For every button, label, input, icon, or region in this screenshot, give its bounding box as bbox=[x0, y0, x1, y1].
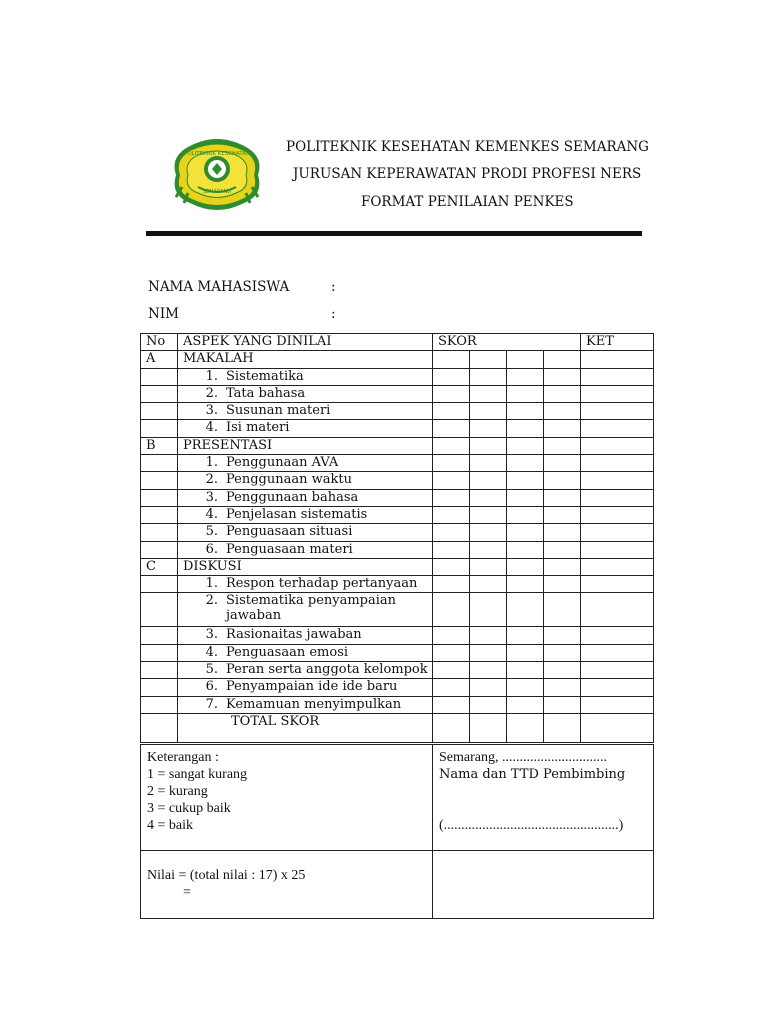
criterion-number: 7. bbox=[205, 696, 218, 712]
score-cell[interactable] bbox=[544, 368, 581, 385]
score-cell[interactable] bbox=[433, 541, 470, 558]
criterion-number: 2. bbox=[205, 472, 218, 488]
score-cell[interactable] bbox=[507, 385, 544, 402]
score-cell[interactable] bbox=[433, 576, 470, 593]
criterion-row bbox=[141, 696, 654, 713]
note-cell[interactable] bbox=[581, 437, 654, 454]
note-cell[interactable] bbox=[581, 385, 654, 402]
score-cell[interactable] bbox=[433, 558, 470, 575]
criterion-text: Penggunaan AVA bbox=[226, 455, 339, 471]
score-cell[interactable] bbox=[544, 541, 581, 558]
score-cell[interactable] bbox=[470, 696, 507, 713]
student-name-label: NAMA MAHASISWA bbox=[148, 279, 290, 295]
score-cell[interactable] bbox=[470, 368, 507, 385]
criterion-no-cell bbox=[141, 506, 178, 523]
criterion-number: 6. bbox=[205, 541, 218, 557]
section-title: MAKALAH bbox=[178, 351, 433, 368]
score-cell[interactable] bbox=[433, 506, 470, 523]
score-cell[interactable] bbox=[507, 506, 544, 523]
score-cell[interactable] bbox=[507, 455, 544, 472]
score-cell[interactable] bbox=[470, 506, 507, 523]
criterion-number: 1. bbox=[205, 455, 218, 471]
criterion-cell bbox=[178, 403, 433, 420]
score-cell[interactable] bbox=[507, 627, 544, 644]
criterion-number: 4. bbox=[205, 506, 218, 522]
score-cell[interactable] bbox=[507, 662, 544, 679]
criterion-text: Penjelasan sistematis bbox=[226, 506, 368, 522]
score-cell[interactable] bbox=[470, 644, 507, 661]
criterion-text: Respon terhadap pertanyaan bbox=[226, 576, 418, 592]
score-cell[interactable] bbox=[544, 696, 581, 713]
score-cell[interactable] bbox=[507, 576, 544, 593]
section-letter: A bbox=[141, 351, 178, 368]
assessment-table bbox=[140, 333, 654, 743]
score-cell[interactable] bbox=[470, 455, 507, 472]
criterion-row bbox=[141, 489, 654, 506]
criterion-cell bbox=[178, 662, 433, 679]
criterion-row bbox=[141, 506, 654, 523]
score-cell[interactable] bbox=[507, 524, 544, 541]
criterion-no-cell bbox=[141, 627, 178, 644]
note-cell[interactable] bbox=[581, 627, 654, 644]
score-cell[interactable] bbox=[507, 472, 544, 489]
score-cell[interactable] bbox=[544, 437, 581, 454]
signature-line: (..................................................) bbox=[439, 818, 624, 833]
note-cell[interactable] bbox=[581, 593, 654, 627]
note-cell[interactable] bbox=[581, 644, 654, 661]
criterion-cell bbox=[178, 420, 433, 437]
note-cell[interactable] bbox=[581, 506, 654, 523]
criterion-no-cell bbox=[141, 662, 178, 679]
note-cell[interactable] bbox=[581, 403, 654, 420]
score-cell[interactable] bbox=[470, 403, 507, 420]
score-cell[interactable] bbox=[544, 455, 581, 472]
criterion-text: Tata bahasa bbox=[226, 385, 306, 401]
note-cell[interactable] bbox=[581, 472, 654, 489]
score-cell[interactable] bbox=[544, 644, 581, 661]
criterion-cell bbox=[178, 368, 433, 385]
criterion-number: 5. bbox=[205, 524, 218, 540]
score-cell[interactable] bbox=[544, 558, 581, 575]
note-cell[interactable] bbox=[581, 368, 654, 385]
score-cell[interactable] bbox=[433, 679, 470, 696]
formula-cell bbox=[141, 851, 433, 919]
footer-table bbox=[140, 744, 654, 919]
score-cell[interactable] bbox=[433, 713, 470, 742]
score-cell[interactable] bbox=[544, 472, 581, 489]
criterion-cell bbox=[178, 541, 433, 558]
total-label: TOTAL SKOR bbox=[231, 713, 320, 729]
score-cell[interactable] bbox=[544, 627, 581, 644]
score-cell[interactable] bbox=[507, 679, 544, 696]
score-cell[interactable] bbox=[470, 576, 507, 593]
criterion-text: Susunan materi bbox=[226, 403, 331, 419]
logo-text-top: POLITEKNIK KESEHATAN bbox=[183, 151, 251, 157]
score-cell[interactable] bbox=[544, 713, 581, 742]
criterion-row bbox=[141, 472, 654, 489]
score-cell[interactable] bbox=[470, 679, 507, 696]
section-row bbox=[141, 437, 654, 454]
score-cell[interactable] bbox=[433, 593, 470, 627]
criterion-number: 4. bbox=[205, 420, 218, 436]
score-cell[interactable] bbox=[507, 368, 544, 385]
criterion-no-cell bbox=[141, 420, 178, 437]
criterion-number: 3. bbox=[205, 403, 218, 419]
header-divider bbox=[146, 231, 642, 236]
score-cell[interactable] bbox=[470, 713, 507, 742]
criterion-cell bbox=[178, 506, 433, 523]
score-cell[interactable] bbox=[544, 576, 581, 593]
criterion-cell bbox=[178, 679, 433, 696]
header-aspect: ASPEK YANG DINILAI bbox=[178, 334, 433, 351]
score-cell[interactable] bbox=[544, 420, 581, 437]
criterion-row bbox=[141, 455, 654, 472]
score-cell[interactable] bbox=[433, 368, 470, 385]
criterion-number: 2. bbox=[205, 593, 218, 609]
criterion-text: Sistematika bbox=[226, 368, 304, 384]
criterion-text: Penguasaan emosi bbox=[226, 644, 349, 660]
score-cell[interactable] bbox=[433, 489, 470, 506]
score-cell[interactable] bbox=[433, 662, 470, 679]
score-cell[interactable] bbox=[544, 489, 581, 506]
score-cell[interactable] bbox=[470, 541, 507, 558]
note-cell[interactable] bbox=[581, 351, 654, 368]
criterion-no-cell bbox=[141, 385, 178, 402]
criterion-no-cell bbox=[141, 679, 178, 696]
criterion-cell bbox=[178, 455, 433, 472]
criterion-row bbox=[141, 368, 654, 385]
score-cell[interactable] bbox=[433, 455, 470, 472]
criterion-cell bbox=[178, 593, 433, 627]
form-title: FORMAT PENILAIAN PENKES bbox=[361, 194, 574, 210]
signature-cell bbox=[433, 745, 654, 851]
criterion-text: Isi materi bbox=[226, 420, 290, 436]
note-cell[interactable] bbox=[581, 558, 654, 575]
table-header-row bbox=[141, 334, 654, 351]
score-cell[interactable] bbox=[544, 662, 581, 679]
note-cell[interactable] bbox=[581, 541, 654, 558]
criterion-no-cell bbox=[141, 472, 178, 489]
institution-title: POLITEKNIK KESEHATAN KEMENKES SEMARANG bbox=[286, 139, 649, 155]
score-cell[interactable] bbox=[433, 351, 470, 368]
legend-item: 4 = baik bbox=[147, 818, 193, 833]
section-row bbox=[141, 558, 654, 575]
score-cell[interactable] bbox=[470, 420, 507, 437]
note-cell[interactable] bbox=[581, 489, 654, 506]
section-title: PRESENTASI bbox=[178, 437, 433, 454]
legend-cell bbox=[141, 745, 433, 851]
legend-item: 1 = sangat kurang bbox=[147, 767, 248, 782]
signature-label: Nama dan TTD Pembimbing bbox=[439, 767, 626, 782]
place-date: Semarang, .............................. bbox=[439, 750, 607, 765]
score-formula-result: = bbox=[183, 885, 191, 900]
score-cell[interactable] bbox=[507, 541, 544, 558]
criterion-number: 3. bbox=[205, 627, 218, 643]
score-cell[interactable] bbox=[544, 403, 581, 420]
criterion-number: 5. bbox=[205, 662, 218, 678]
criterion-text: Rasionaitas jawaban bbox=[226, 627, 362, 643]
score-cell[interactable] bbox=[544, 593, 581, 627]
criterion-row bbox=[141, 627, 654, 644]
criterion-no-cell bbox=[141, 489, 178, 506]
criterion-cell bbox=[178, 644, 433, 661]
score-cell[interactable] bbox=[544, 385, 581, 402]
score-cell[interactable] bbox=[433, 420, 470, 437]
criterion-row bbox=[141, 679, 654, 696]
criterion-number: 1. bbox=[205, 576, 218, 592]
criterion-cell bbox=[178, 576, 433, 593]
criterion-cell bbox=[178, 489, 433, 506]
institution-logo bbox=[168, 135, 266, 213]
criterion-text: Penggunaan bahasa bbox=[226, 489, 359, 505]
score-cell[interactable] bbox=[507, 489, 544, 506]
criterion-no-cell bbox=[141, 576, 178, 593]
score-cell[interactable] bbox=[470, 472, 507, 489]
criterion-row bbox=[141, 541, 654, 558]
score-cell[interactable] bbox=[507, 351, 544, 368]
score-cell[interactable] bbox=[507, 437, 544, 454]
score-cell[interactable] bbox=[544, 351, 581, 368]
score-cell[interactable] bbox=[507, 696, 544, 713]
header-no: No bbox=[141, 334, 178, 351]
criterion-text: Peran serta anggota kelompok bbox=[226, 662, 428, 678]
criterion-row bbox=[141, 420, 654, 437]
criterion-row bbox=[141, 644, 654, 661]
criterion-row bbox=[141, 524, 654, 541]
section-letter: C bbox=[141, 558, 178, 575]
criterion-number: 3. bbox=[205, 489, 218, 505]
note-cell[interactable] bbox=[581, 679, 654, 696]
score-cell[interactable] bbox=[433, 437, 470, 454]
score-cell[interactable] bbox=[433, 472, 470, 489]
criterion-cell bbox=[178, 524, 433, 541]
score-cell[interactable] bbox=[470, 351, 507, 368]
note-cell[interactable] bbox=[581, 713, 654, 742]
score-cell[interactable] bbox=[507, 593, 544, 627]
formula-empty-cell bbox=[433, 851, 654, 919]
score-cell[interactable] bbox=[433, 524, 470, 541]
note-cell[interactable] bbox=[581, 576, 654, 593]
criterion-number: 4. bbox=[205, 644, 218, 660]
criterion-row bbox=[141, 403, 654, 420]
criterion-no-cell bbox=[141, 696, 178, 713]
criterion-text: Penguasaan materi bbox=[226, 541, 353, 557]
score-cell[interactable] bbox=[470, 524, 507, 541]
score-cell[interactable] bbox=[507, 644, 544, 661]
criterion-text: Penggunaan waktu bbox=[226, 472, 352, 488]
score-cell[interactable] bbox=[544, 506, 581, 523]
score-cell[interactable] bbox=[470, 627, 507, 644]
score-cell[interactable] bbox=[544, 679, 581, 696]
score-cell[interactable] bbox=[507, 403, 544, 420]
total-row bbox=[141, 713, 654, 742]
criterion-number: 2. bbox=[205, 385, 218, 401]
criterion-cell bbox=[178, 472, 433, 489]
criterion-cell bbox=[178, 385, 433, 402]
criterion-row bbox=[141, 385, 654, 402]
section-row bbox=[141, 351, 654, 368]
criterion-number: 6. bbox=[205, 679, 218, 695]
criterion-cell bbox=[178, 696, 433, 713]
score-cell[interactable] bbox=[470, 489, 507, 506]
criterion-number: 1. bbox=[205, 368, 218, 384]
note-cell[interactable] bbox=[581, 420, 654, 437]
score-cell[interactable] bbox=[433, 627, 470, 644]
score-cell[interactable] bbox=[433, 385, 470, 402]
criterion-no-cell bbox=[141, 541, 178, 558]
department-title: JURUSAN KEPERAWATAN PRODI PROFESI NERS bbox=[293, 166, 642, 182]
score-cell[interactable] bbox=[507, 420, 544, 437]
criterion-row bbox=[141, 593, 654, 627]
total-label-cell bbox=[178, 713, 433, 742]
note-cell[interactable] bbox=[581, 455, 654, 472]
score-cell[interactable] bbox=[544, 524, 581, 541]
score-cell[interactable] bbox=[470, 385, 507, 402]
note-cell[interactable] bbox=[581, 696, 654, 713]
criterion-no-cell bbox=[141, 403, 178, 420]
header-score: SKOR bbox=[433, 334, 581, 351]
score-cell[interactable] bbox=[433, 696, 470, 713]
criterion-row bbox=[141, 662, 654, 679]
score-cell[interactable] bbox=[507, 558, 544, 575]
criterion-text: Sistematika penyampaian jawaban bbox=[226, 593, 397, 624]
nim-colon: : bbox=[331, 306, 336, 322]
legend-title: Keterangan : bbox=[147, 750, 219, 765]
score-cell[interactable] bbox=[507, 713, 544, 742]
logo-text-bottom: SEMARANG bbox=[202, 189, 232, 195]
criterion-text: Kemamuan menyimpulkan bbox=[226, 696, 402, 712]
score-cell[interactable] bbox=[470, 593, 507, 627]
legend-item: 3 = cukup baik bbox=[147, 801, 231, 816]
score-cell[interactable] bbox=[470, 558, 507, 575]
criterion-no-cell bbox=[141, 644, 178, 661]
header-note: KET bbox=[581, 334, 654, 351]
criterion-no-cell bbox=[141, 368, 178, 385]
score-cell[interactable] bbox=[433, 644, 470, 661]
criterion-no-cell bbox=[141, 455, 178, 472]
nim-label: NIM bbox=[148, 306, 179, 322]
criterion-no-cell bbox=[141, 524, 178, 541]
note-cell[interactable] bbox=[581, 524, 654, 541]
criterion-no-cell bbox=[141, 593, 178, 627]
score-formula: Nilai = (total nilai : 17) x 25 bbox=[147, 868, 306, 883]
criterion-cell bbox=[178, 627, 433, 644]
criterion-text: Penyampaian ide ide baru bbox=[226, 679, 398, 695]
score-cell[interactable] bbox=[470, 437, 507, 454]
score-cell[interactable] bbox=[470, 662, 507, 679]
note-cell[interactable] bbox=[581, 662, 654, 679]
section-title: DISKUSI bbox=[178, 558, 433, 575]
section-letter: B bbox=[141, 437, 178, 454]
student-name-colon: : bbox=[331, 279, 336, 295]
score-cell[interactable] bbox=[433, 403, 470, 420]
total-no-cell bbox=[141, 713, 178, 742]
criterion-text: Penguasaan situasi bbox=[226, 524, 353, 540]
legend-item: 2 = kurang bbox=[147, 784, 208, 799]
criterion-row bbox=[141, 576, 654, 593]
